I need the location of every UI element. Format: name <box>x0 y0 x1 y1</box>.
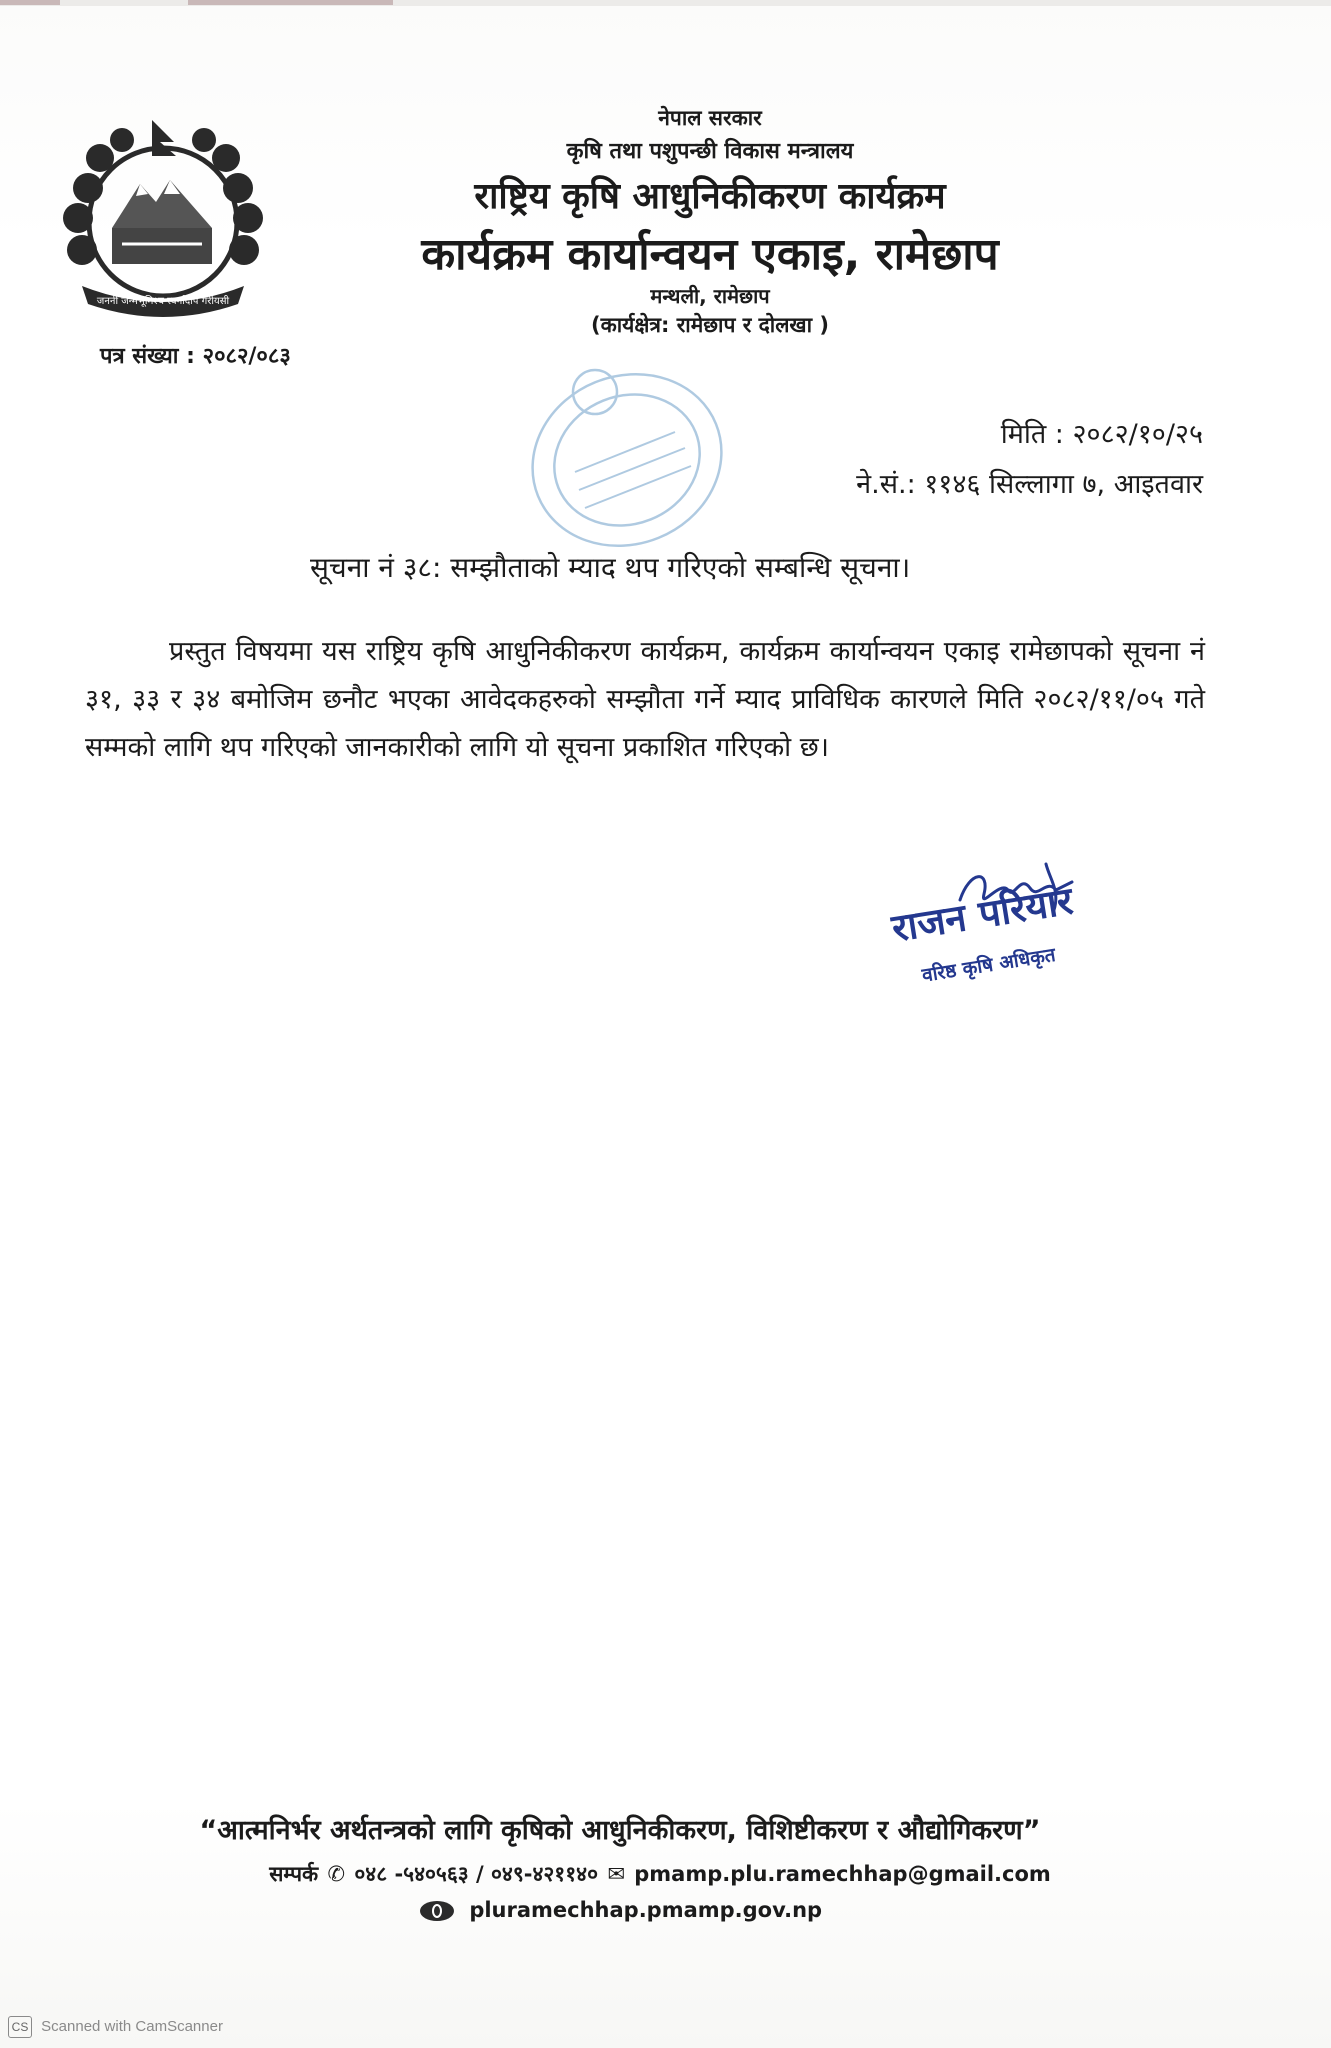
camscanner-logo-icon: CS <box>8 2016 32 2038</box>
footer-slogan: “आत्मनिर्भर अर्थतन्त्रको लागि कृषिको आधुनिकीकरण, विशिष्टीकरण र औद्योगिकरण” <box>199 1815 1041 1846</box>
website-url[interactable]: pluramechhap.pmamp.gov.np <box>469 1898 823 1922</box>
footer-contact <box>210 1860 1110 1888</box>
nepal-sambat-date: ने.सं.: ११४६ सिल्लागा ७, आइतवार <box>856 469 1203 500</box>
reference-number <box>100 340 291 370</box>
phone-icon: ✆ <box>327 1862 346 1886</box>
scan-edge-mark <box>0 0 60 5</box>
reference-value: २०८२/०८३ <box>202 344 291 369</box>
footer-website <box>420 1898 822 1922</box>
watermark-text: Scanned with CamScanner <box>41 2018 223 2035</box>
reference-label: पत्र संख्या : <box>100 344 195 369</box>
contact-label: सम्पर्क <box>269 1862 319 1886</box>
program-name: राष्ट्रिय कृषि आधुनिकीकरण कार्यक्रम <box>474 176 946 217</box>
ministry-name: कृषि तथा पशुपन्छी विकास मन्त्रालय <box>566 139 854 164</box>
contact-phones: ०४८ -५४०५६३ / ०४९-४२११४० <box>354 1862 598 1886</box>
office-stamp-icon <box>515 352 745 557</box>
scan-edge-mark <box>188 0 393 5</box>
office-address: मन्थली, रामेछाप <box>650 284 770 308</box>
work-area: (कार्यक्षेत्र: रामेछाप र दोलखा ) <box>591 313 829 337</box>
government-name: नेपाल सरकार <box>658 106 762 130</box>
issue-date: मिति : २०८२/१०/२५ <box>1000 419 1203 450</box>
signatory-name: राजन परियार <box>888 878 1076 951</box>
notice-subject: सूचना नं ३८: सम्झौताको म्याद थप गरिएको सम्बन्धि सूचना। <box>310 551 911 584</box>
nepal-coat-of-arms-icon <box>52 118 274 318</box>
globe-icon <box>420 1901 454 1921</box>
emblem-caption: जननी जन्मभूमिश्च स्वर्गादपि गरीयसी <box>96 296 230 307</box>
mail-icon: ✉ <box>607 1862 625 1886</box>
contact-email[interactable]: pmamp.plu.ramechhap@gmail.com <box>634 1862 1051 1886</box>
notice-body: प्रस्तुत विषयमा यस राष्ट्रिय कृषि आधुनिकीकरण कार्यक्रम, कार्यक्रम कार्यान्वयन एकाइ रामेछापको सूचना नं ३१, ३३ र ३४ बमोजिम छनौट भएका आवेदकहरुको सम्झौता गर्ने म्याद प्राविधिक कारणले मिति २०८२/११/०५ गते सम्मको लागि थप गरिएको जानकारीको लागि यो सूचना प्रकाशित गरिएको छ। <box>85 636 1205 763</box>
scanner-watermark <box>8 2016 223 2038</box>
signatory-title: वरिष्ठ कृषि अधिकृत <box>920 943 1057 987</box>
unit-name: कार्यक्रम कार्यान्वयन एकाइ, रामेछाप <box>421 229 999 280</box>
